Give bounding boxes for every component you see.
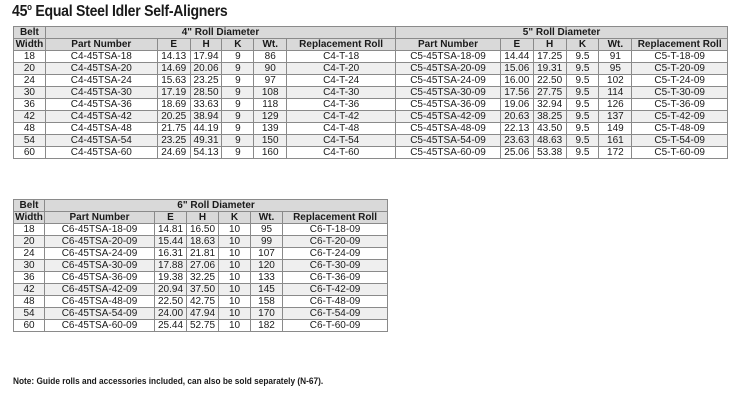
table-cell: 23.25	[157, 135, 190, 147]
table-cell: C6-T-24-09	[283, 248, 388, 260]
table-row	[14, 296, 388, 308]
table-cell: C4-T-18	[287, 51, 396, 63]
table-cell: C5-T-18-09	[632, 51, 728, 63]
table-cell: 16.31	[155, 248, 187, 260]
table-cell: 22.13	[500, 123, 533, 135]
table-row	[14, 147, 728, 159]
header-belt: Belt	[14, 200, 45, 212]
table-cell: 38.25	[533, 111, 566, 123]
table-cell: 42	[14, 111, 46, 123]
table-cell: 9.5	[566, 51, 599, 63]
table-cell: 27.75	[533, 87, 566, 99]
table-cell: C4-45TSA-30	[45, 87, 157, 99]
table-cell: 23.63	[500, 135, 533, 147]
title-text: Equal Steel Idler Self-Aligners	[31, 3, 228, 20]
table-cell: 15.06	[500, 63, 533, 75]
table-cell: C6-45TSA-54-09	[45, 308, 155, 320]
table-cell: C6-45TSA-30-09	[45, 260, 155, 272]
table-cell: 9.5	[566, 111, 599, 123]
table-cell: C4-T-30	[287, 87, 396, 99]
header-wt: Wt.	[254, 39, 287, 51]
table-cell: 48	[14, 123, 46, 135]
table-cell: 10	[219, 320, 251, 332]
table-cell: 49.31	[190, 135, 222, 147]
table-cell: 129	[254, 111, 287, 123]
table-cell: C5-T-60-09	[632, 147, 728, 159]
table-cell: 24.69	[157, 147, 190, 159]
table-cell: 160	[254, 147, 287, 159]
table-cell: 22.50	[155, 296, 187, 308]
table-cell: 18	[14, 224, 45, 236]
table-cell: 137	[599, 111, 632, 123]
table-cell: 161	[599, 135, 632, 147]
table-cell: 10	[219, 284, 251, 296]
page-title	[12, 3, 227, 21]
header-k: K	[222, 39, 254, 51]
table-cell: 38.94	[190, 111, 222, 123]
table-cell: 172	[599, 147, 632, 159]
table-cell: 20.25	[157, 111, 190, 123]
table-cell: 120	[251, 260, 283, 272]
table-cell: C4-45TSA-42	[45, 111, 157, 123]
table-cell: 95	[251, 224, 283, 236]
table-cell: 86	[254, 51, 287, 63]
table-cell: 9	[222, 63, 254, 75]
table-cell: 36	[14, 272, 45, 284]
table-cell: 9.5	[566, 99, 599, 111]
table-cell: C5-T-30-09	[632, 87, 728, 99]
table-cell: 15.63	[157, 75, 190, 87]
table-cell: C5-45TSA-30-09	[396, 87, 501, 99]
table-cell: C4-T-60	[287, 147, 396, 159]
table-cell: 18.63	[187, 236, 219, 248]
table-cell: 30	[14, 260, 45, 272]
table-cell: C4-45TSA-54	[45, 135, 157, 147]
table-row	[14, 236, 388, 248]
table-row	[14, 135, 728, 147]
header-h: H	[187, 212, 219, 224]
table-cell: C5-T-24-09	[632, 75, 728, 87]
table-cell: C4-T-48	[287, 123, 396, 135]
table-cell: 53.38	[533, 147, 566, 159]
table-cell: 21.81	[187, 248, 219, 260]
table-cell: 20	[14, 236, 45, 248]
table-cell: C5-45TSA-42-09	[396, 111, 501, 123]
header-wt: Wt.	[251, 212, 283, 224]
table-cell: 118	[254, 99, 287, 111]
table-cell: C5-T-54-09	[632, 135, 728, 147]
table-cell: 47.94	[187, 308, 219, 320]
table-row	[14, 87, 728, 99]
header-6in-roll: 6" Roll Diameter	[45, 200, 388, 212]
table-cell: 32.25	[187, 272, 219, 284]
table-cell: C6-T-48-09	[283, 296, 388, 308]
table-row	[14, 308, 388, 320]
table-cell: 158	[251, 296, 283, 308]
table-cell: 91	[599, 51, 632, 63]
table-cell: 54	[14, 308, 45, 320]
table-cell: 52.75	[187, 320, 219, 332]
table-row	[14, 224, 388, 236]
table-cell: 16.00	[500, 75, 533, 87]
table-cell: 33.63	[190, 99, 222, 111]
table-cell: C6-T-18-09	[283, 224, 388, 236]
table-cell: 9.5	[566, 123, 599, 135]
title-degree: o	[27, 2, 32, 12]
table-cell: C5-T-20-09	[632, 63, 728, 75]
table-cell: C6-T-20-09	[283, 236, 388, 248]
table-cell: 114	[599, 87, 632, 99]
roll-table-4-5	[13, 26, 728, 159]
table-cell: C4-T-54	[287, 135, 396, 147]
table-cell: C6-45TSA-36-09	[45, 272, 155, 284]
table-row	[14, 63, 728, 75]
table-row	[14, 284, 388, 296]
header-k: K	[219, 212, 251, 224]
table-cell: 42.75	[187, 296, 219, 308]
table-cell: 10	[219, 272, 251, 284]
table-cell: C5-T-48-09	[632, 123, 728, 135]
header-replacement-roll: Replacement Roll	[283, 212, 388, 224]
header-e: E	[500, 39, 533, 51]
table-cell: C4-45TSA-24	[45, 75, 157, 87]
table-cell: 10	[219, 236, 251, 248]
header-wt: Wt.	[599, 39, 632, 51]
header-part-number: Part Number	[45, 212, 155, 224]
header-replacement-roll: Replacement Roll	[287, 39, 396, 51]
table-row	[14, 123, 728, 135]
table-cell: 95	[599, 63, 632, 75]
table-cell: 30	[14, 87, 46, 99]
table-cell: 10	[219, 296, 251, 308]
table-cell: C5-45TSA-24-09	[396, 75, 501, 87]
table-cell: C4-45TSA-36	[45, 99, 157, 111]
table-cell: 97	[254, 75, 287, 87]
header-5in-roll: 5" Roll Diameter	[396, 27, 728, 39]
header-h: H	[533, 39, 566, 51]
table-cell: C4-T-36	[287, 99, 396, 111]
roll-table-6	[13, 199, 388, 332]
table-cell: 44.19	[190, 123, 222, 135]
table-cell: 60	[14, 147, 46, 159]
table-cell: 54.13	[190, 147, 222, 159]
header-e: E	[155, 212, 187, 224]
table-cell: C6-45TSA-42-09	[45, 284, 155, 296]
table-cell: 24.00	[155, 308, 187, 320]
footnote	[13, 376, 350, 386]
table-cell: C4-T-24	[287, 75, 396, 87]
table-cell: 9	[222, 87, 254, 99]
header-k: K	[566, 39, 599, 51]
table-cell: C4-45TSA-48	[45, 123, 157, 135]
table-cell: 18	[14, 51, 46, 63]
table-cell: 90	[254, 63, 287, 75]
table-cell: C6-45TSA-24-09	[45, 248, 155, 260]
title-number: 45	[12, 3, 28, 20]
table-cell: 9	[222, 111, 254, 123]
header-part-number: Part Number	[45, 39, 157, 51]
table-cell: 16.50	[187, 224, 219, 236]
table-cell: 54	[14, 135, 46, 147]
table-cell: 48	[14, 296, 45, 308]
table-cell: C6-T-54-09	[283, 308, 388, 320]
table-cell: C5-45TSA-18-09	[396, 51, 501, 63]
table-cell: C4-T-20	[287, 63, 396, 75]
table-cell: C5-45TSA-48-09	[396, 123, 501, 135]
table-cell: 24	[14, 75, 46, 87]
table-cell: 17.88	[155, 260, 187, 272]
table-cell: 23.25	[190, 75, 222, 87]
table-cell: 25.44	[155, 320, 187, 332]
table-cell: 9	[222, 135, 254, 147]
table-cell: 107	[251, 248, 283, 260]
table-cell: 10	[219, 224, 251, 236]
table-cell: 10	[219, 260, 251, 272]
table-cell: 60	[14, 320, 45, 332]
table-cell: 19.06	[500, 99, 533, 111]
footnote-text: Note: Guide rolls and accessories included, can also be sold separately (N-67).	[13, 376, 324, 386]
table-cell: 9.5	[566, 135, 599, 147]
table-cell: C5-T-42-09	[632, 111, 728, 123]
header-e: E	[157, 39, 190, 51]
table-cell: 37.50	[187, 284, 219, 296]
table-cell: C5-45TSA-54-09	[396, 135, 501, 147]
table-cell: C5-T-36-09	[632, 99, 728, 111]
table-row	[14, 111, 728, 123]
table-cell: 19.38	[155, 272, 187, 284]
table-row	[14, 248, 388, 260]
table-cell: 182	[251, 320, 283, 332]
table-cell: 10	[219, 248, 251, 260]
table-cell: 24	[14, 248, 45, 260]
table-cell: C5-45TSA-36-09	[396, 99, 501, 111]
table-cell: 170	[251, 308, 283, 320]
table-cell: 9.5	[566, 87, 599, 99]
table-row	[14, 75, 728, 87]
table-cell: 99	[251, 236, 283, 248]
table-cell: 27.06	[187, 260, 219, 272]
header-part-number: Part Number	[396, 39, 501, 51]
table-cell: 21.75	[157, 123, 190, 135]
table-cell: 20	[14, 63, 46, 75]
table-cell: 15.44	[155, 236, 187, 248]
table-cell: 108	[254, 87, 287, 99]
table-cell: 9	[222, 99, 254, 111]
table-cell: C4-45TSA-60	[45, 147, 157, 159]
table-cell: 48.63	[533, 135, 566, 147]
table-cell: 14.44	[500, 51, 533, 63]
table-cell: 32.94	[533, 99, 566, 111]
table-cell: C6-T-30-09	[283, 260, 388, 272]
table-cell: 9.5	[566, 75, 599, 87]
table-cell: 17.19	[157, 87, 190, 99]
table-cell: C6-T-36-09	[283, 272, 388, 284]
table-cell: 19.31	[533, 63, 566, 75]
table-cell: 9.5	[566, 147, 599, 159]
table-cell: 9.5	[566, 63, 599, 75]
table-cell: C4-45TSA-20	[45, 63, 157, 75]
table-cell: 43.50	[533, 123, 566, 135]
table-cell: C6-45TSA-48-09	[45, 296, 155, 308]
table-cell: 20.94	[155, 284, 187, 296]
table-cell: 36	[14, 99, 46, 111]
table-cell: 139	[254, 123, 287, 135]
table-cell: 14.81	[155, 224, 187, 236]
table-cell: C6-T-42-09	[283, 284, 388, 296]
header-h: H	[190, 39, 222, 51]
table-cell: C4-45TSA-18	[45, 51, 157, 63]
header-4in-roll: 4" Roll Diameter	[45, 27, 395, 39]
table-cell: 9	[222, 51, 254, 63]
table-cell: C5-45TSA-20-09	[396, 63, 501, 75]
table-cell: 102	[599, 75, 632, 87]
table-cell: 17.25	[533, 51, 566, 63]
table-cell: 17.94	[190, 51, 222, 63]
table-cell: 20.06	[190, 63, 222, 75]
table-row	[14, 51, 728, 63]
table-cell: 149	[599, 123, 632, 135]
table-cell: C6-45TSA-60-09	[45, 320, 155, 332]
table-cell: 9	[222, 123, 254, 135]
table-cell: 14.13	[157, 51, 190, 63]
table-cell: 9	[222, 75, 254, 87]
table-cell: 150	[254, 135, 287, 147]
header-replacement-roll: Replacement Roll	[632, 39, 728, 51]
table-cell: 145	[251, 284, 283, 296]
table-cell: C5-45TSA-60-09	[396, 147, 501, 159]
table-cell: 9	[222, 147, 254, 159]
table-cell: 17.56	[500, 87, 533, 99]
table-cell: 28.50	[190, 87, 222, 99]
header-width: Width	[15, 211, 43, 223]
table-row	[14, 260, 388, 272]
table-cell: C6-45TSA-20-09	[45, 236, 155, 248]
table-cell: 14.69	[157, 63, 190, 75]
table-cell: 126	[599, 99, 632, 111]
table-cell: 18.69	[157, 99, 190, 111]
table-cell: 133	[251, 272, 283, 284]
table-cell: C4-T-42	[287, 111, 396, 123]
table-cell: 25.06	[500, 147, 533, 159]
table-row	[14, 320, 388, 332]
header-belt: Belt	[14, 27, 46, 39]
table-row	[14, 272, 388, 284]
table-cell: 20.63	[500, 111, 533, 123]
table-cell: C6-45TSA-18-09	[45, 224, 155, 236]
header-width: Width	[14, 39, 46, 51]
table-cell: 42	[14, 284, 45, 296]
table-row	[14, 99, 728, 111]
table-cell: 10	[219, 308, 251, 320]
table-cell: 22.50	[533, 75, 566, 87]
table-cell: C6-T-60-09	[283, 320, 388, 332]
